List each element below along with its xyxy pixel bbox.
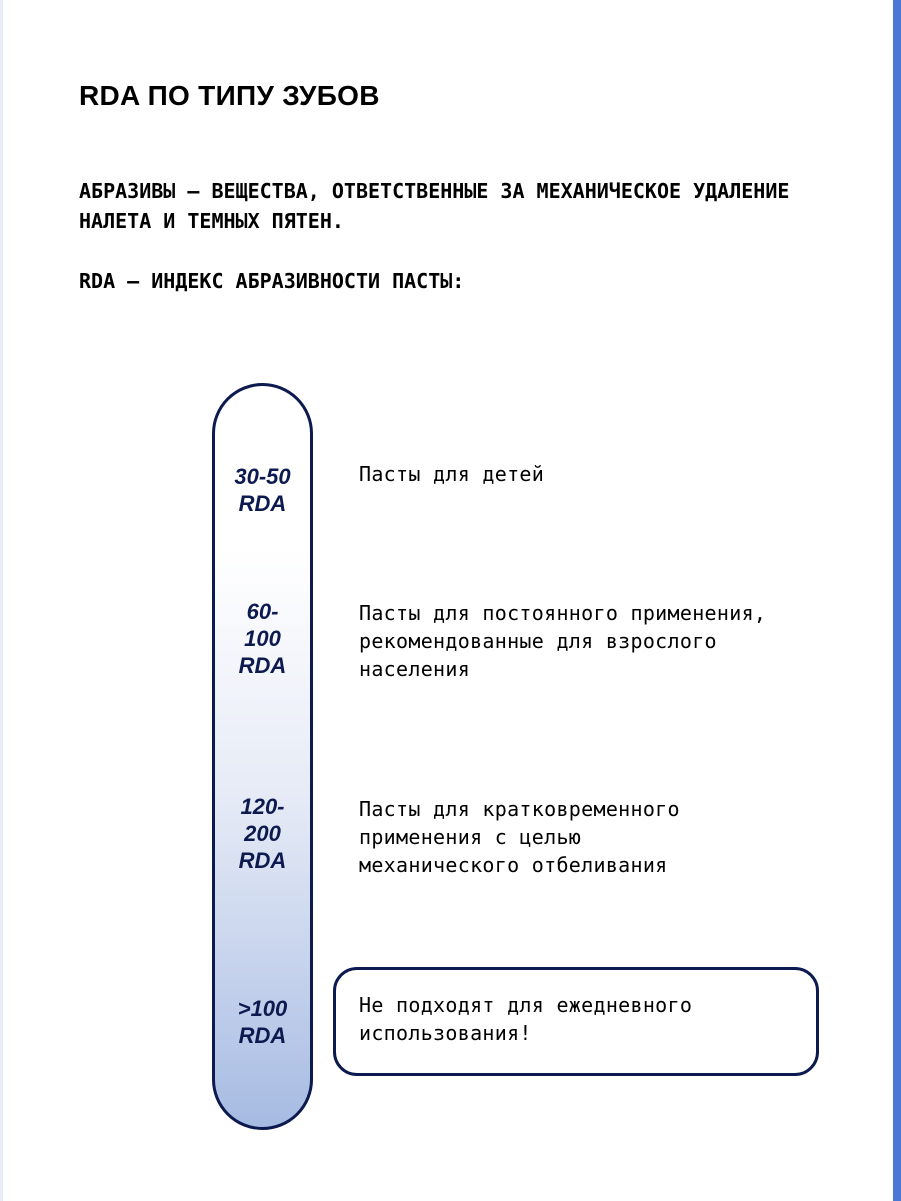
rda-level-over-100: >100 RDA: [237, 996, 288, 1048]
left-edge-shadow: [0, 0, 3, 1201]
rda-level-60-100: 60- 100 RDA: [238, 599, 287, 678]
right-accent-bar: [893, 0, 901, 1201]
rda-level-30-50: 30-50 RDA: [234, 464, 291, 516]
rda-description-children: Пасты для детей: [359, 462, 545, 486]
rda-description-adults: Пасты для постоянного применения, рекомендованные для взрослого населения: [359, 601, 767, 681]
rda-definition: RDA – ИНДЕКС АБРАЗИВНОСТИ ПАСТЫ:: [79, 269, 465, 293]
rda-level-120-200: 120- 200 RDA: [238, 794, 287, 873]
page-title: RDA ПО ТИПУ ЗУБОВ: [79, 80, 380, 111]
intro-text: [79, 176, 839, 296]
rda-description-whitening: Пасты для кратковременного применения с целью механического отбеливания: [359, 797, 680, 877]
rda-description-warning: Не подходят для ежедневного использования!: [359, 993, 693, 1045]
abrasives-definition: АБРАЗИВЫ – ВЕЩЕСТВА, ОТВЕТСТВЕННЫЕ ЗА МЕХАНИЧЕСКОЕ УДАЛЕНИЕ НАЛЕТА И ТЕМНЫХ ПЯТЕН.: [79, 179, 790, 233]
